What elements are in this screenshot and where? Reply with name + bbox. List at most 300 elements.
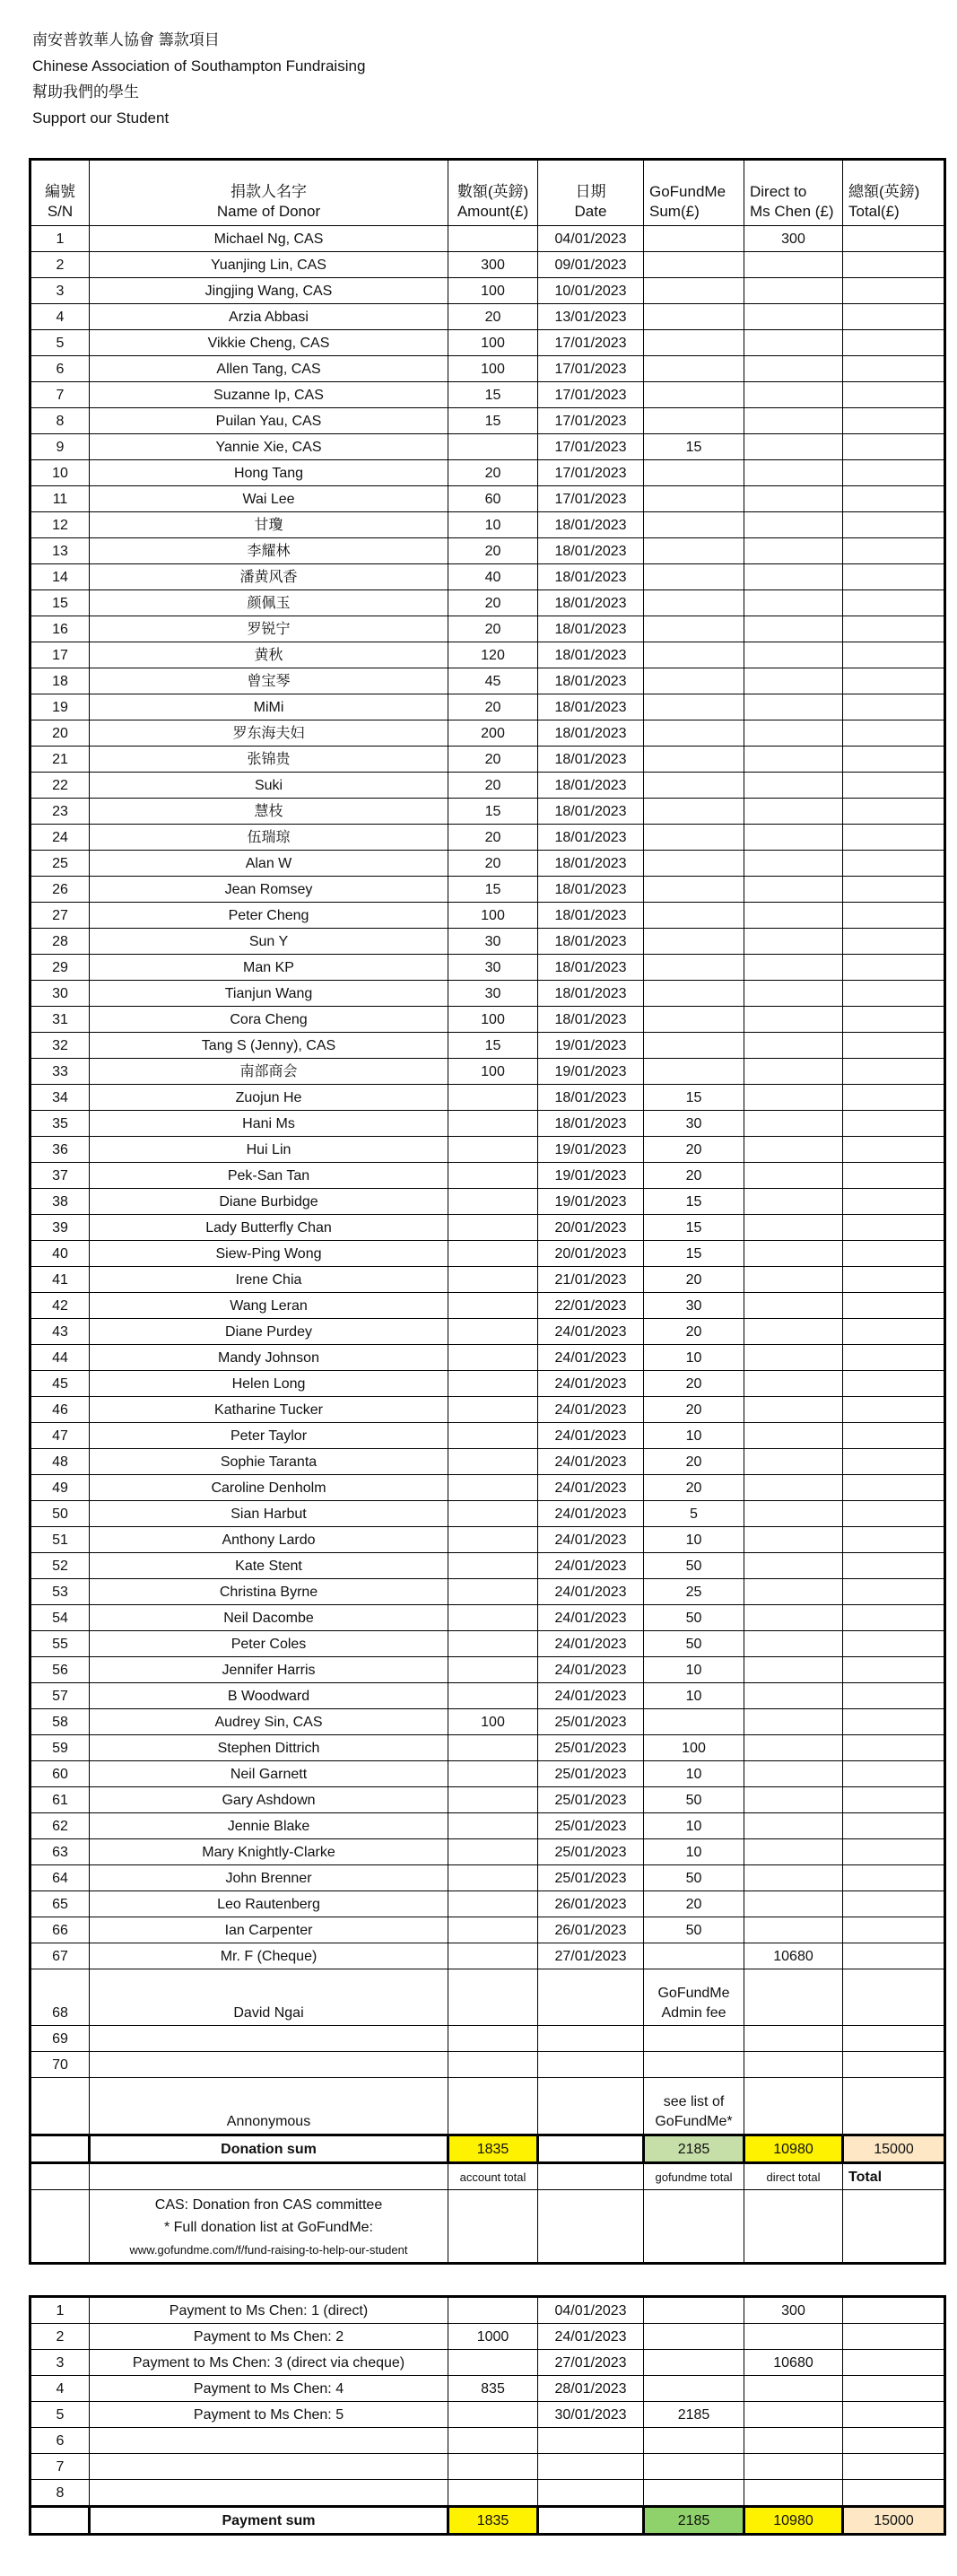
amount-cell <box>448 1267 538 1293</box>
donor-cell: Wai Lee <box>90 486 448 512</box>
donor-cell: Hong Tang <box>90 460 448 486</box>
direct-cell <box>744 2402 843 2428</box>
donor-cell: Peter Cheng <box>90 903 448 929</box>
total-cell <box>843 642 945 668</box>
sn-cell: 15 <box>30 590 90 616</box>
gofundme-cell: 15 <box>644 1189 744 1215</box>
direct-cell <box>744 1631 843 1657</box>
notes-row <box>30 2190 945 2264</box>
donor-cell <box>90 2052 448 2078</box>
sn-cell: 69 <box>30 2026 90 2052</box>
direct-cell <box>744 1033 843 1059</box>
gofundme-cell <box>644 252 744 278</box>
sn-cell: 2 <box>30 2324 90 2350</box>
date-cell <box>538 2507 644 2535</box>
donor-cell: Arzia Abbasi <box>90 304 448 330</box>
table-row <box>30 1553 945 1579</box>
sn-cell: 49 <box>30 1475 90 1501</box>
donor-cell: Diane Purdey <box>90 1319 448 1345</box>
date-cell: 26/01/2023 <box>538 1917 644 1943</box>
table-row <box>30 799 945 825</box>
anonymous-label: Annonymous <box>90 2078 448 2135</box>
total-cell <box>843 1345 945 1371</box>
table-row <box>30 1215 945 1241</box>
amount-cell <box>448 1683 538 1709</box>
direct-cell <box>744 1527 843 1553</box>
direct-cell <box>744 2324 843 2350</box>
sn-cell: 33 <box>30 1059 90 1085</box>
direct-cell <box>744 330 843 356</box>
gofundme-cell <box>644 538 744 564</box>
date-cell: 24/01/2023 <box>538 1397 644 1423</box>
donor-cell: Yuanjing Lin, CAS <box>90 252 448 278</box>
total-cell <box>843 1787 945 1813</box>
table-row <box>30 252 945 278</box>
date-cell: 24/01/2023 <box>538 1423 644 1449</box>
totals-label-row <box>30 2163 945 2190</box>
sn-cell: 41 <box>30 1267 90 1293</box>
sn-cell: 46 <box>30 1397 90 1423</box>
header-subtitle-en: Support our Student <box>32 109 170 127</box>
donor-cell: Michael Ng, CAS <box>90 226 448 252</box>
gofundme-cell <box>644 1033 744 1059</box>
total-cell <box>843 668 945 694</box>
table-row <box>30 1579 945 1605</box>
date-cell: 17/01/2023 <box>538 486 644 512</box>
donor-cell: Sophie Taranta <box>90 1449 448 1475</box>
total-cell <box>843 1163 945 1189</box>
payment-sum-total: 15000 <box>843 2507 945 2535</box>
payment-body <box>30 2297 945 2507</box>
table-row <box>30 304 945 330</box>
sn-cell: 51 <box>30 1527 90 1553</box>
donor-cell: Caroline Denholm <box>90 1475 448 1501</box>
note-full-list: * Full donation list at GoFundMe: <box>163 2220 373 2235</box>
gofundme-cell <box>644 929 744 955</box>
amount-cell: 30 <box>448 981 538 1007</box>
table-row <box>30 903 945 929</box>
direct-total-label: direct total <box>744 2163 843 2190</box>
table-row <box>30 981 945 1007</box>
date-cell: 18/01/2023 <box>538 590 644 616</box>
amount-cell: 20 <box>448 825 538 851</box>
direct-cell <box>744 434 843 460</box>
sn-cell: 47 <box>30 1423 90 1449</box>
date-cell <box>538 2135 644 2163</box>
table-row <box>30 1449 945 1475</box>
donor-cell: Alan W <box>90 851 448 877</box>
amount-cell <box>448 1813 538 1839</box>
total-cell <box>843 2480 945 2507</box>
gofundme-cell <box>644 382 744 408</box>
table-row <box>30 1371 945 1397</box>
gofundme-cell: 10 <box>644 1761 744 1787</box>
table-row <box>30 1163 945 1189</box>
donation-table <box>29 158 946 2265</box>
donor-cell: Katharine Tucker <box>90 1397 448 1423</box>
gofundme-cell <box>644 512 744 538</box>
direct-cell <box>744 825 843 851</box>
total-cell <box>843 825 945 851</box>
sn-cell: 4 <box>30 2376 90 2402</box>
amount-cell <box>448 1657 538 1683</box>
gofundme-cell <box>644 330 744 356</box>
total-cell <box>843 1683 945 1709</box>
donor-cell: Hani Ms <box>90 1111 448 1137</box>
table-row <box>30 2324 945 2350</box>
payment-sum-row <box>30 2507 945 2535</box>
gofundme-cell <box>644 2350 744 2376</box>
gofundme-cell <box>644 2026 744 2052</box>
total-cell <box>843 2078 945 2135</box>
donor-cell: Mr. F (Cheque) <box>90 1943 448 1969</box>
direct-cell <box>744 1605 843 1631</box>
sn-cell: 65 <box>30 1891 90 1917</box>
date-cell: 04/01/2023 <box>538 2297 644 2324</box>
gofundme-cell <box>644 226 744 252</box>
donor-cell: Audrey Sin, CAS <box>90 1709 448 1735</box>
table-row <box>30 1631 945 1657</box>
amount-cell <box>448 1475 538 1501</box>
table-row <box>30 434 945 460</box>
table-row <box>30 747 945 773</box>
date-cell: 18/01/2023 <box>538 799 644 825</box>
direct-cell <box>744 955 843 981</box>
donation-sum-label: Donation sum <box>90 2135 448 2163</box>
donor-cell: Man KP <box>90 955 448 981</box>
date-cell: 27/01/2023 <box>538 1943 644 1969</box>
date-cell: 27/01/2023 <box>538 2350 644 2376</box>
direct-cell <box>744 1371 843 1397</box>
direct-cell <box>744 2190 843 2264</box>
total-cell <box>843 2190 945 2264</box>
gofundme-cell <box>644 773 744 799</box>
amount-cell <box>448 2190 538 2264</box>
amount-cell: 20 <box>448 694 538 720</box>
table-row <box>30 1475 945 1501</box>
total-cell <box>843 1423 945 1449</box>
donation-header-row <box>30 160 945 226</box>
table-row <box>30 694 945 720</box>
sn-cell: 57 <box>30 1683 90 1709</box>
sn-cell: 44 <box>30 1345 90 1371</box>
donor-cell: 伍瑞琼 <box>90 825 448 851</box>
gofundme-cell: 20 <box>644 1397 744 1423</box>
sn-cell: 68 <box>30 1969 90 2026</box>
table-row <box>30 1657 945 1683</box>
gofundme-cell <box>644 2324 744 2350</box>
total-cell <box>843 2402 945 2428</box>
donation-sum-amount: 1835 <box>448 2135 538 2163</box>
sn-cell: 14 <box>30 564 90 590</box>
donor-cell: 甘瓊 <box>90 512 448 538</box>
gofundme-cell <box>644 903 744 929</box>
total-cell <box>843 1033 945 1059</box>
gofundme-cell: 20 <box>644 1267 744 1293</box>
account-total-label: account total <box>448 2163 538 2190</box>
donor-cell: Suki <box>90 773 448 799</box>
amount-cell <box>448 1787 538 1813</box>
sn-cell: 54 <box>30 1605 90 1631</box>
date-cell: 24/01/2023 <box>538 1501 644 1527</box>
direct-cell <box>744 1553 843 1579</box>
date-cell: 25/01/2023 <box>538 1709 644 1735</box>
table-row <box>30 1423 945 1449</box>
total-cell <box>843 1241 945 1267</box>
date-cell: 24/01/2023 <box>538 1579 644 1605</box>
gofundme-cell <box>644 1709 744 1735</box>
amount-cell <box>448 1605 538 1631</box>
total-cell <box>843 1579 945 1605</box>
date-cell: 24/01/2023 <box>538 2324 644 2350</box>
gofundme-cell: 5 <box>644 1501 744 1527</box>
donor-cell <box>90 2026 448 2052</box>
date-cell: 24/01/2023 <box>538 1449 644 1475</box>
sn-cell: 43 <box>30 1319 90 1345</box>
donor-cell: B Woodward <box>90 1683 448 1709</box>
table-row <box>30 1319 945 1345</box>
direct-cell <box>744 1007 843 1033</box>
total-cell <box>843 2026 945 2052</box>
table-row <box>30 1605 945 1631</box>
payment-desc-cell <box>90 2454 448 2480</box>
date-cell: 24/01/2023 <box>538 1683 644 1709</box>
date-cell: 18/01/2023 <box>538 1007 644 1033</box>
direct-cell: 300 <box>744 226 843 252</box>
sn-cell: 10 <box>30 460 90 486</box>
note-url: www.gofundme.com/f/fund-raising-to-help-our-student <box>129 2243 408 2257</box>
table-row <box>30 1735 945 1761</box>
date-cell: 24/01/2023 <box>538 1631 644 1657</box>
amount-cell <box>448 1501 538 1527</box>
amount-cell <box>448 1189 538 1215</box>
date-cell: 18/01/2023 <box>538 747 644 773</box>
col-header-direct: Direct to Ms Chen (£) <box>744 160 843 226</box>
date-cell: 20/01/2023 <box>538 1215 644 1241</box>
date-cell: 18/01/2023 <box>538 512 644 538</box>
gofundme-total-label: gofundme total <box>644 2163 744 2190</box>
table-row <box>30 851 945 877</box>
sn-cell: 28 <box>30 929 90 955</box>
date-cell: 18/01/2023 <box>538 694 644 720</box>
amount-cell <box>448 1735 538 1761</box>
date-cell: 09/01/2023 <box>538 252 644 278</box>
sn-cell: 64 <box>30 1865 90 1891</box>
date-cell: 25/01/2023 <box>538 1813 644 1839</box>
footnotes <box>90 2190 448 2264</box>
amount-cell: 20 <box>448 773 538 799</box>
donor-cell: 黄秋 <box>90 642 448 668</box>
total-cell <box>843 955 945 981</box>
sn-cell: 36 <box>30 1137 90 1163</box>
direct-cell: 300 <box>744 2297 843 2324</box>
donor-cell: 罗东海夫妇 <box>90 720 448 747</box>
gofundme-cell <box>644 2376 744 2402</box>
table-row <box>30 2297 945 2324</box>
total-cell <box>843 1943 945 1969</box>
amount-cell: 15 <box>448 408 538 434</box>
donor-cell: Christina Byrne <box>90 1579 448 1605</box>
table-row <box>30 226 945 252</box>
total-cell <box>843 2454 945 2480</box>
sn-cell: 35 <box>30 1111 90 1137</box>
gofundme-cell <box>644 1007 744 1033</box>
total-cell <box>843 356 945 382</box>
amount-cell <box>448 2350 538 2376</box>
donation-sum-row <box>30 2135 945 2163</box>
amount-cell <box>448 1293 538 1319</box>
sn-cell: 24 <box>30 825 90 851</box>
total-cell <box>843 1371 945 1397</box>
amount-cell <box>448 1943 538 1969</box>
direct-cell <box>744 720 843 747</box>
direct-cell <box>744 2454 843 2480</box>
payment-desc-cell <box>90 2480 448 2507</box>
sn-cell: 11 <box>30 486 90 512</box>
date-cell: 30/01/2023 <box>538 2402 644 2428</box>
date-cell <box>538 2454 644 2480</box>
donation-sum-total: 15000 <box>843 2135 945 2163</box>
donor-cell: 罗锐宁 <box>90 616 448 642</box>
date-cell: 28/01/2023 <box>538 2376 644 2402</box>
gofundme-cell: 10 <box>644 1345 744 1371</box>
sn-cell: 31 <box>30 1007 90 1033</box>
direct-cell <box>744 668 843 694</box>
date-cell <box>538 2026 644 2052</box>
donor-cell: Jean Romsey <box>90 877 448 903</box>
date-cell: 18/01/2023 <box>538 929 644 955</box>
sn-cell: 55 <box>30 1631 90 1657</box>
date-cell: 18/01/2023 <box>538 642 644 668</box>
gofundme-cell <box>644 590 744 616</box>
total-cell <box>843 226 945 252</box>
direct-cell <box>744 1293 843 1319</box>
donor-cell: MiMi <box>90 694 448 720</box>
direct-cell <box>744 1865 843 1891</box>
table-row <box>30 642 945 668</box>
total-cell <box>843 330 945 356</box>
gofundme-cell: 50 <box>644 1631 744 1657</box>
donor-cell: Hui Lin <box>90 1137 448 1163</box>
donor-cell: 慧枝 <box>90 799 448 825</box>
gofundme-cell: 100 <box>644 1735 744 1761</box>
gofundme-cell <box>644 825 744 851</box>
direct-cell <box>744 2078 843 2135</box>
payment-sum-gofundme: 2185 <box>644 2507 744 2535</box>
direct-cell <box>744 1969 843 2026</box>
table-row <box>30 1683 945 1709</box>
gofundme-cell: 20 <box>644 1163 744 1189</box>
table-row <box>30 538 945 564</box>
sn-cell: 3 <box>30 278 90 304</box>
donor-cell: Jingjing Wang, CAS <box>90 278 448 304</box>
amount-cell: 120 <box>448 642 538 668</box>
table-row <box>30 1917 945 1943</box>
direct-cell <box>744 1891 843 1917</box>
total-cell <box>843 1267 945 1293</box>
amount-cell: 15 <box>448 799 538 825</box>
gofundme-cell: 20 <box>644 1137 744 1163</box>
amount-cell <box>448 1917 538 1943</box>
total-cell <box>843 564 945 590</box>
sn-cell: 13 <box>30 538 90 564</box>
header-title-zh: 南安普敦華人協會 籌款項目 <box>32 31 220 48</box>
gofundme-cell: 10 <box>644 1683 744 1709</box>
total-cell <box>843 694 945 720</box>
amount-cell <box>448 2297 538 2324</box>
gofundme-cell <box>644 460 744 486</box>
donor-cell: Puilan Yau, CAS <box>90 408 448 434</box>
gofundme-cell: 15 <box>644 1241 744 1267</box>
table-row <box>30 616 945 642</box>
table-row <box>30 1059 945 1085</box>
sn-cell: 26 <box>30 877 90 903</box>
gofundme-cell <box>644 747 744 773</box>
direct-cell <box>744 1189 843 1215</box>
date-cell: 24/01/2023 <box>538 1657 644 1683</box>
amount-cell: 45 <box>448 668 538 694</box>
total-cell <box>843 1761 945 1787</box>
gofundme-cell <box>644 799 744 825</box>
sn-cell <box>30 2135 90 2163</box>
direct-cell <box>744 903 843 929</box>
date-cell: 24/01/2023 <box>538 1345 644 1371</box>
sn-cell: 56 <box>30 1657 90 1683</box>
table-row <box>30 2026 945 2052</box>
table-row <box>30 2376 945 2402</box>
total-cell <box>843 1839 945 1865</box>
total-cell <box>843 1319 945 1345</box>
amount-cell <box>448 2454 538 2480</box>
donor-cell: Mandy Johnson <box>90 1345 448 1371</box>
direct-cell <box>744 1813 843 1839</box>
amount-cell: 15 <box>448 1033 538 1059</box>
table-row <box>30 1189 945 1215</box>
total-cell <box>843 1891 945 1917</box>
gofundme-cell <box>644 955 744 981</box>
total-cell <box>843 1397 945 1423</box>
total-cell <box>843 799 945 825</box>
sn-cell <box>30 2190 90 2264</box>
col-header-total: 總額(英鎊) Total(£) <box>843 160 945 226</box>
amount-cell <box>448 1085 538 1111</box>
date-cell: 18/01/2023 <box>538 825 644 851</box>
sn-cell: 34 <box>30 1085 90 1111</box>
total-cell <box>843 512 945 538</box>
date-cell: 18/01/2023 <box>538 851 644 877</box>
donor-cell: Kate Stent <box>90 1553 448 1579</box>
amount-cell <box>448 1397 538 1423</box>
direct-cell <box>744 408 843 434</box>
donor-cell: Suzanne Ip, CAS <box>90 382 448 408</box>
direct-cell <box>744 1085 843 1111</box>
sn-cell: 8 <box>30 408 90 434</box>
total-cell <box>843 1085 945 1111</box>
sn-cell: 16 <box>30 616 90 642</box>
amount-cell <box>448 1163 538 1189</box>
amount-cell: 30 <box>448 929 538 955</box>
table-row <box>30 460 945 486</box>
payment-desc-cell: Payment to Ms Chen: 5 <box>90 2402 448 2428</box>
date-cell: 17/01/2023 <box>538 382 644 408</box>
table-row <box>30 1033 945 1059</box>
table-row <box>30 382 945 408</box>
date-cell: 19/01/2023 <box>538 1137 644 1163</box>
amount-cell: 100 <box>448 1059 538 1085</box>
amount-cell: 20 <box>448 851 538 877</box>
total-cell <box>843 616 945 642</box>
gofundme-cell <box>644 408 744 434</box>
